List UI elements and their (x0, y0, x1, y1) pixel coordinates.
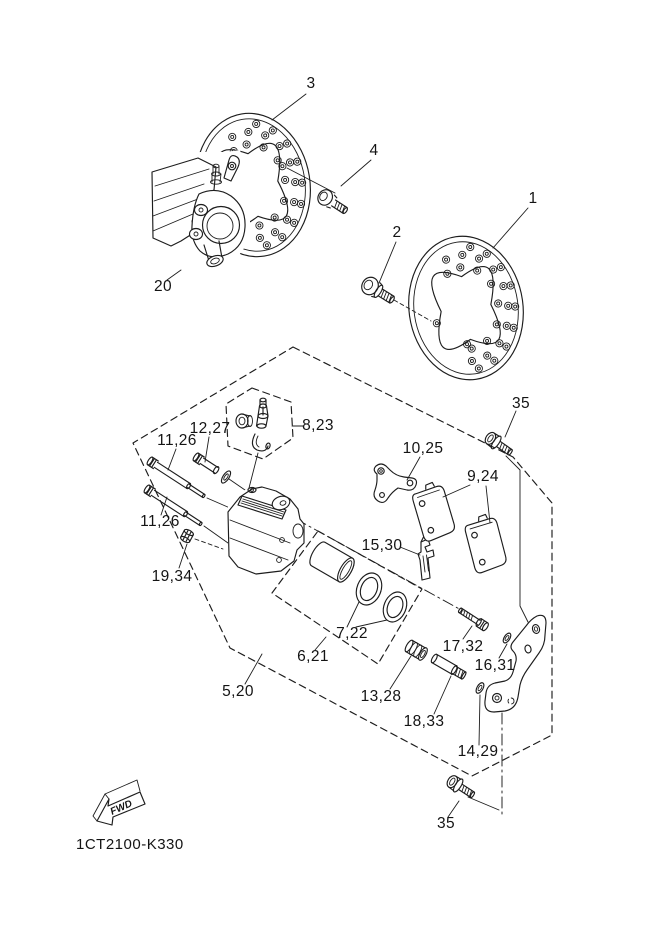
fwd-direction-arrow (93, 780, 145, 825)
nut-axis-line (195, 539, 223, 549)
part-label-5-20: 5,20 (222, 683, 254, 700)
part-label-1: 1 (528, 190, 538, 207)
fwd-arrow-text: FWD (108, 798, 135, 818)
washer-14-29 (475, 681, 486, 694)
mount-bolt-35-bottom (444, 773, 477, 802)
part-label-4: 4 (369, 142, 379, 159)
part-label-35-top: 35 (511, 395, 531, 412)
piston-seal-1 (352, 569, 387, 609)
caliper-body (228, 484, 304, 575)
part-label-3: 3 (306, 75, 316, 92)
pin-18-33 (430, 653, 467, 680)
part-label-15-30: 15,30 (361, 537, 403, 554)
part-label-18-33: 18,33 (403, 713, 445, 730)
drawing-code: 1CT2100-K330 (76, 836, 184, 853)
brake-pad-outer (410, 480, 457, 543)
pin-axis-lines (204, 498, 230, 543)
part-label-14-29: 14,29 (457, 743, 499, 760)
part-label-11-26-upper: 11,26 (157, 432, 197, 449)
part-label-7-22: 7,22 (336, 625, 368, 642)
part-label-8-23: 8,23 (302, 417, 334, 434)
washer-16-31 (502, 632, 513, 644)
nut-19-34 (180, 528, 195, 544)
washer-axis-line (229, 479, 245, 490)
bleeder-leader-line (249, 453, 258, 488)
piston-seal-2 (379, 589, 411, 626)
disc-bolt-2 (358, 274, 398, 308)
part-label-19-34: 19,34 (151, 568, 193, 585)
part-label-11-26-lower: 11,26 (140, 513, 180, 530)
bolt-17-32 (457, 606, 490, 632)
part-label-6-21: 6,21 (297, 648, 329, 665)
part-label-2: 2 (392, 224, 402, 241)
part-label-35-bottom: 35 (436, 815, 456, 832)
part-label-10-25: 10,25 (402, 440, 444, 457)
bleeder-kit-8-23 (236, 398, 271, 451)
brake-pad-inner (463, 512, 508, 574)
part-label-17-32: 17,32 (442, 638, 484, 655)
part-label-13-28: 13,28 (360, 688, 402, 705)
pad-bracket-10-25 (374, 464, 417, 502)
part-label-12-27: 12,27 (189, 420, 231, 437)
mount-bolt-35-top (482, 430, 515, 459)
washer-12-27 (220, 469, 233, 484)
brake-disc-1 (400, 229, 533, 387)
boot-13-28 (403, 639, 429, 662)
center-lines (296, 456, 528, 816)
part-label-16-31: 16,31 (474, 657, 516, 674)
caliper-piston (307, 540, 358, 585)
part-label-9-24: 9,24 (467, 468, 499, 485)
caliper-assembly-20 (149, 150, 250, 270)
part-label-20: 20 (153, 278, 173, 295)
